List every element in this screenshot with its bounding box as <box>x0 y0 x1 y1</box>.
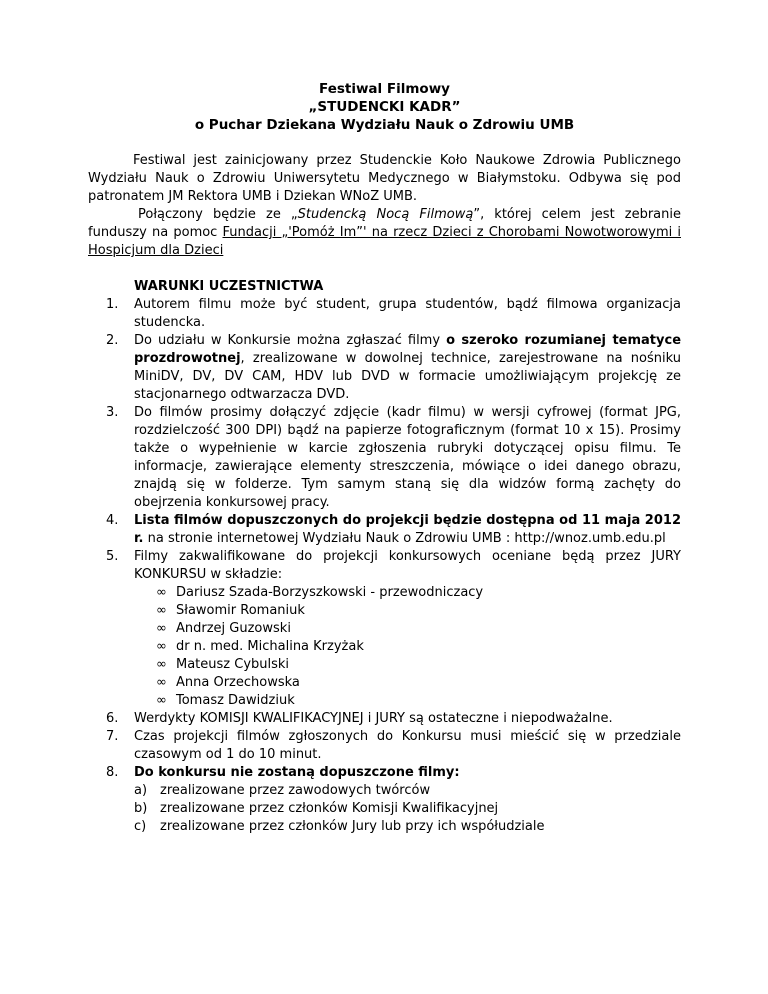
title-line-1: Festiwal Filmowy <box>319 81 450 97</box>
jury-member-name: Andrzej Guzowski <box>176 621 291 636</box>
list-item-3 <box>106 404 681 512</box>
section-heading: WARUNKI UCZESTNICTWA <box>134 279 324 294</box>
sub-item-text: zrealizowane przez członków Komisji Kwalifikacyjnej <box>160 801 499 816</box>
jury-list <box>156 584 681 710</box>
infinity-bullet-icon: ∞ <box>156 621 167 636</box>
jury-member-name: Sławomir Romaniuk <box>176 603 305 618</box>
jury-member-row <box>156 602 681 620</box>
sub-item-label: c) <box>134 819 147 834</box>
list-item-1 <box>106 296 681 332</box>
item-number: 2. <box>106 333 119 348</box>
jury-member-name: dr n. med. Michalina Krzyżak <box>176 639 364 654</box>
infinity-bullet-icon: ∞ <box>156 693 167 708</box>
infinity-bullet-icon: ∞ <box>156 657 167 672</box>
jury-member-row <box>156 656 681 674</box>
item-text-segment: Do udziału w Konkursie można zgłaszać filmy <box>134 333 447 348</box>
item-number: 4. <box>106 513 119 528</box>
item-text <box>134 710 681 728</box>
list-item-2 <box>106 332 681 404</box>
document-title <box>88 80 681 134</box>
item-number: 5. <box>106 549 119 564</box>
jury-member-row <box>156 620 681 638</box>
item-text <box>134 296 681 332</box>
item-text <box>134 548 681 710</box>
item-text-segment: Czas projekcji filmów zgłoszonych do Konkursu musi mieścić się w przedziale czasowym od 1 do 10 minut. <box>134 729 681 762</box>
item-text-segment: Do filmów prosimy dołączyć zdjęcie (kadr filmu) w wersji cyfrowej (format JPG, rozdzielczość 300 DPI) bądź na papierze fotograficznym (format 10 x 15). Prosimy także o wypełnienie w karcie zgłoszenia rubryki dotyczącej opisu filmu. Te informacje, zawierające elementy streszczenia, mówiące o idei danego obrazu, znajdą się w folderze. Tym samym staną się dla widzów formą zachęty do obejrzenia konkursowej pracy. <box>134 405 681 510</box>
jury-member-row <box>156 692 681 710</box>
title-line-2: „STUDENCKI KADR” <box>308 99 461 115</box>
spacer <box>88 134 681 152</box>
jury-member-row <box>156 584 681 602</box>
item-number: 1. <box>106 297 119 312</box>
item-text <box>134 764 681 836</box>
intro-paragraph-1: Festiwal jest zainicjowany przez Studenckie Koło Naukowe Zdrowia Publicznego Wydziału Nauk o Zdrowiu Uniwersytetu Medycznego w Białymstoku. Odbywa się pod patronatem JM Rektora UMB i Dziekan WNoZ UMB. <box>88 153 681 204</box>
item-number: 8. <box>106 765 119 780</box>
list-item-5 <box>106 548 681 710</box>
sub-item-label: b) <box>134 801 148 816</box>
paragraph2-text: ”, której celem jest zebranie funduszy na pomoc <box>88 207 682 240</box>
item-text-segment: , zrealizowane w dowolnej technice, zarejestrowane na nośniku MiniDV, DV, DV CAM, HDV lub DVD w formacie umożliwiającym projekcję ze stacjonarnego odtwarzacza DVD. <box>134 351 681 402</box>
item-text <box>134 332 681 404</box>
item-text-bold-segment: Do konkursu nie zostaną dopuszczone filmy: <box>134 765 460 780</box>
item-text <box>134 404 681 512</box>
list-item-7 <box>106 728 681 764</box>
conditions-list <box>106 296 681 836</box>
intro-paragraph-2 <box>88 206 681 260</box>
sub-item-text: zrealizowane przez członków Jury lub przy ich współudziale <box>160 819 545 834</box>
paragraph2-underlined-text: Fundacji „'Pomóż Im”' na rzecz Dzieci z Chorobami Nowotworowymi i Hospicjum dla Dzieci <box>88 225 681 258</box>
paragraph2-italic-text: Studencką Nocą Filmową <box>297 207 474 222</box>
item-number: 6. <box>106 711 119 726</box>
sub-item-text: zrealizowane przez zawodowych twórców <box>160 783 431 798</box>
sub-item-c <box>134 818 681 836</box>
item-text-bold-segment: Lista filmów dopuszczonych do projekcji będzie dostępna od 11 maja 2012 r. <box>134 513 681 546</box>
jury-member-name: Anna Orzechowska <box>176 675 300 690</box>
item-text-segment: Autorem filmu może być student, grupa studentów, bądź filmowa organizacja studencka. <box>134 297 681 330</box>
infinity-bullet-icon: ∞ <box>156 585 167 600</box>
title-line-3: o Puchar Dziekana Wydziału Nauk o Zdrowiu UMB <box>194 117 575 133</box>
list-item-6 <box>106 710 681 728</box>
sub-item-label: a) <box>134 783 148 798</box>
jury-member-name: Mateusz Cybulski <box>176 657 290 672</box>
jury-member-row <box>156 674 681 692</box>
item-text <box>134 728 681 764</box>
item-number: 7. <box>106 729 119 744</box>
infinity-bullet-icon: ∞ <box>156 675 167 690</box>
paragraph2-text: Połączony będzie ze „ <box>138 207 298 222</box>
infinity-bullet-icon: ∞ <box>156 603 167 618</box>
item-text-bold-segment: o szeroko rozumianej tematyce prozdrowotnej <box>134 333 682 366</box>
jury-member-name: Tomasz Dawidziuk <box>176 693 295 708</box>
item-text-segment: Werdykty KOMISJI KWALIFIKACYJNEJ i JURY są ostateczne i niepodważalne. <box>134 711 613 726</box>
jury-member-name: Dariusz Szada-Borzyszkowski - przewodniczacy <box>176 585 484 600</box>
sub-item-a <box>134 782 681 800</box>
item-text <box>134 512 681 548</box>
sub-item-b <box>134 800 681 818</box>
item-text-segment: Filmy zakwalifikowane do projekcji konkursowych oceniane będą przez JURY KONKURSU w składzie: <box>134 549 681 582</box>
item-text-segment: na stronie internetowej Wydziału Nauk o Zdrowiu UMB : http://wnoz.umb.edu.pl <box>143 531 666 546</box>
infinity-bullet-icon: ∞ <box>156 639 167 654</box>
jury-member-row <box>156 638 681 656</box>
item-number: 3. <box>106 405 119 420</box>
list-item-4 <box>106 512 681 548</box>
list-item-8 <box>106 764 681 836</box>
